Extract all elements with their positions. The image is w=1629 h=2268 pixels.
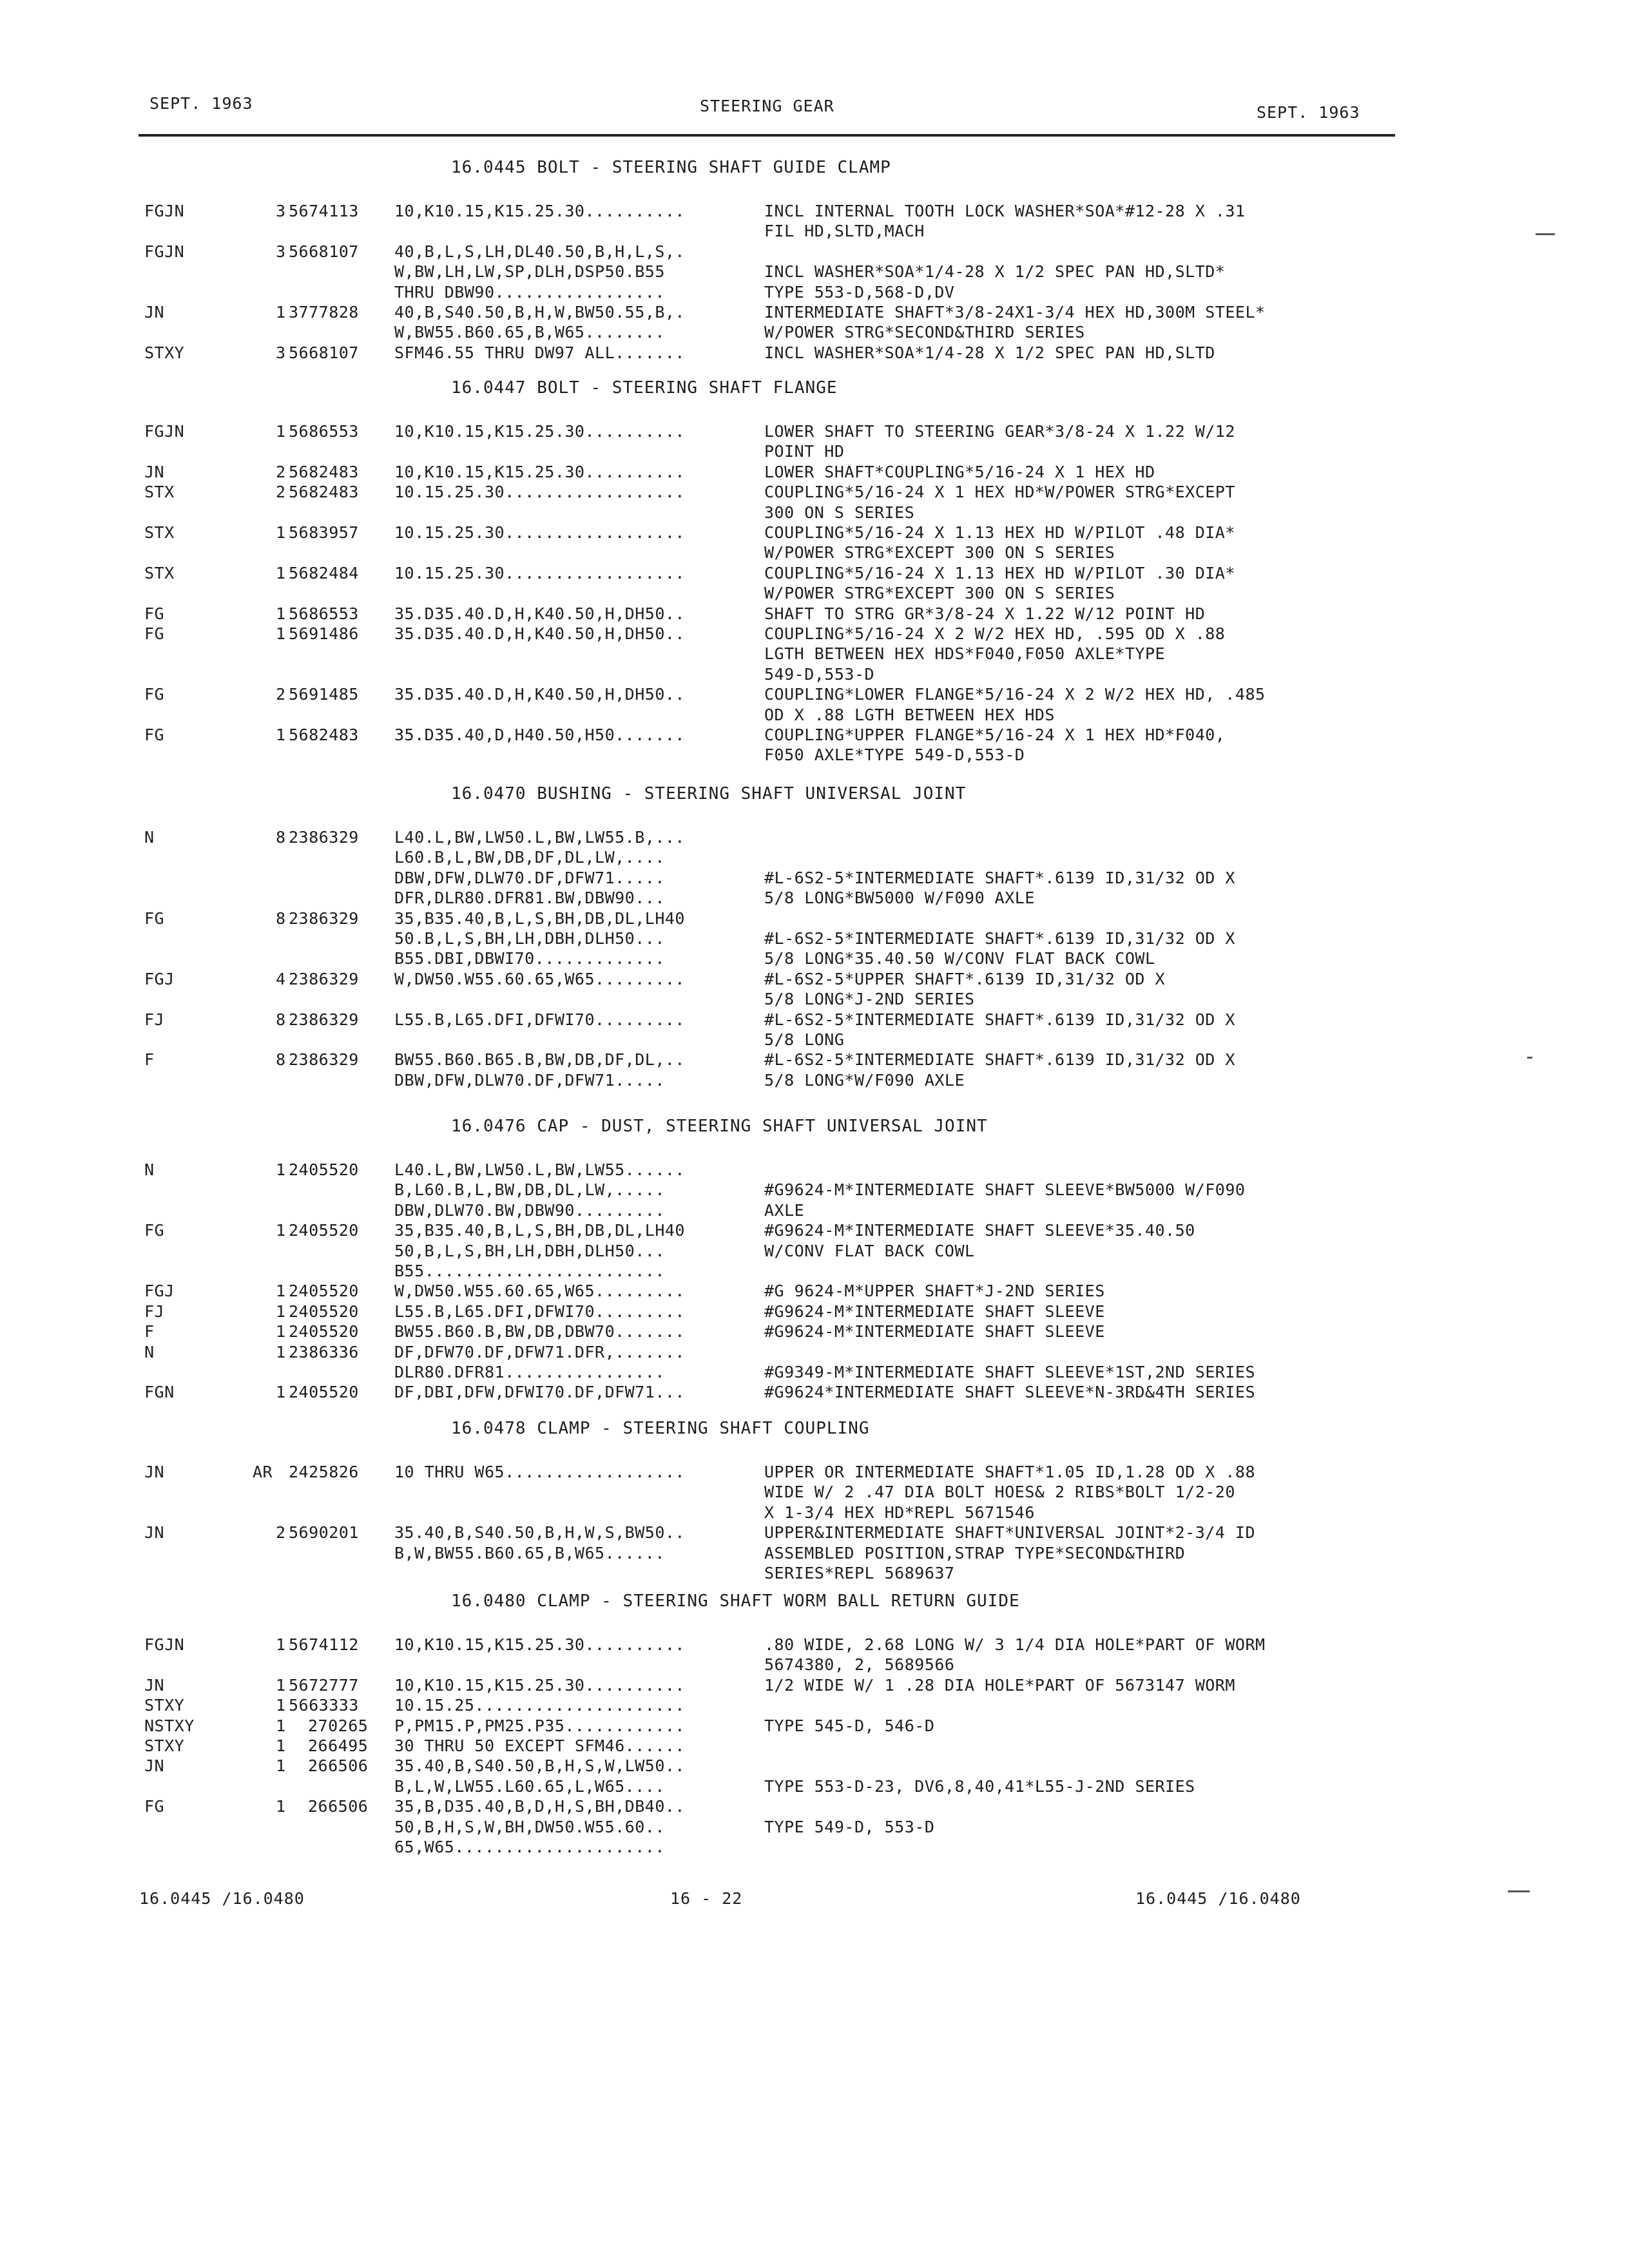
description: W/CONV FLAT BACK COWL — [764, 1241, 975, 1260]
usage: 35.D35.40.D,H,K40.50,H,DH50.. — [394, 685, 685, 704]
model-code: FGJN — [144, 242, 185, 261]
description: INCL WASHER*SOA*1/4-28 X 1/2 SPEC PAN HD,SLTD — [764, 343, 1215, 362]
usage: DFR,DLR80.DFR81.BW,DBW90... — [394, 889, 665, 908]
model-code: FG — [144, 624, 165, 643]
part-number: 2425826 — [289, 1463, 359, 1481]
quantity: 8 — [276, 828, 286, 847]
model-code: FJ — [144, 1010, 165, 1029]
scan-mark — [1536, 233, 1555, 235]
quantity: 1 — [276, 523, 286, 542]
part-number: 5691486 — [289, 624, 359, 643]
header-title: STEERING GEAR — [700, 97, 834, 115]
usage: 40,B,L,S,LH,DL40.50,B,H,L,S,. — [394, 242, 685, 261]
part-number: 2386329 — [289, 969, 359, 988]
model-code: FGJN — [144, 1635, 185, 1654]
part-number: 5691485 — [289, 685, 359, 704]
usage: 10,K10.15,K15.25.30.......... — [394, 462, 685, 481]
usage: DF,DFW70.DF,DFW71.DFR,....... — [394, 1342, 685, 1361]
header-rule — [139, 134, 1395, 137]
part-number: 5682483 — [289, 483, 359, 502]
quantity: 2 — [276, 462, 286, 481]
model-code: STXY — [144, 1696, 185, 1715]
usage: DBW,DLW70.BW,DBW90......... — [394, 1200, 665, 1220]
model-code: FG — [144, 1221, 165, 1240]
description: COUPLING*5/16-24 X 2 W/2 HEX HD, .595 OD X .88 — [764, 624, 1226, 643]
usage: 35.D35.40,D,H40.50,H50....... — [394, 726, 685, 744]
usage: W,DW50.W55.60.65,W65......... — [394, 1282, 685, 1301]
description: #G9624-M*INTERMEDIATE SHAFT SLEEVE — [764, 1302, 1105, 1321]
model-code: FG — [144, 685, 165, 704]
quantity: 1 — [276, 1736, 286, 1755]
description: POINT HD — [764, 442, 845, 461]
description: W/POWER STRG*SECOND&THIRD SERIES — [764, 323, 1085, 342]
usage: L55.B,L65.DFI,DFWI70......... — [394, 1010, 685, 1029]
usage: DLR80.DFR81................ — [394, 1363, 665, 1381]
description: COUPLING*UPPER FLANGE*5/16-24 X 1 HEX HD*F040, — [764, 726, 1226, 744]
part-number: 5668107 — [289, 343, 359, 362]
usage: W,BW55.B60.65,B,W65........ — [394, 323, 665, 342]
quantity: AR — [253, 1463, 273, 1481]
description: W/POWER STRG*EXCEPT 300 ON S SERIES — [764, 543, 1115, 562]
quantity: 1 — [276, 1675, 286, 1695]
part-number: 2405520 — [289, 1383, 359, 1402]
description: #G 9624-M*UPPER SHAFT*J-2ND SERIES — [764, 1282, 1105, 1301]
section-title: 16.0480 CLAMP - STEERING SHAFT WORM BALL RETURN GUIDE — [451, 1591, 1020, 1611]
model-code: N — [144, 1160, 155, 1179]
usage: 40,B,S40.50,B,H,W,BW50.55,B,. — [394, 303, 685, 322]
description: AXLE — [764, 1200, 805, 1220]
quantity: 8 — [276, 1010, 286, 1029]
usage: 10,K10.15,K15.25.30.......... — [394, 1675, 685, 1695]
model-code: F — [144, 1050, 155, 1070]
footer-range-right: 16.0445 /16.0480 — [1135, 1889, 1301, 1908]
usage: 35,B35.40,B,L,S,BH,DB,DL,LH40 — [394, 908, 685, 928]
quantity: 1 — [276, 1797, 286, 1816]
model-code: FG — [144, 1797, 165, 1816]
model-code: JN — [144, 1523, 165, 1542]
quantity: 2 — [276, 685, 286, 704]
usage: L40.L,BW,LW50.L,BW,LW55...... — [394, 1160, 685, 1179]
model-code: STX — [144, 523, 175, 542]
model-code: FGN — [144, 1383, 175, 1402]
description: 5/8 LONG — [764, 1030, 845, 1049]
usage: 10.15.25.30.................. — [394, 483, 685, 502]
description: #G9349-M*INTERMEDIATE SHAFT SLEEVE*1ST,2ND SERIES — [764, 1363, 1256, 1381]
description: SHAFT TO STRG GR*3/8-24 X 1.22 W/12 POINT HD — [764, 604, 1206, 623]
scan-mark — [1527, 1057, 1532, 1059]
description: TYPE 553-D,568-D,DV — [764, 282, 955, 302]
header-date-left: SEPT. 1963 — [149, 94, 253, 113]
usage: 10,K10.15,K15.25.30.......... — [394, 202, 685, 220]
usage: W,BW,LH,LW,SP,DLH,DSP50.B55 — [394, 262, 665, 282]
part-number: 5686553 — [289, 604, 359, 623]
usage: 35.D35.40.D,H,K40.50,H,DH50.. — [394, 604, 685, 623]
usage: SFM46.55 THRU DW97 ALL....... — [394, 343, 685, 362]
part-number: 2386329 — [289, 1010, 359, 1029]
usage: 10,K10.15,K15.25.30.......... — [394, 1635, 685, 1654]
part-number: 5674113 — [289, 202, 359, 220]
section-title: 16.0470 BUSHING - STEERING SHAFT UNIVERSAL JOINT — [451, 784, 967, 803]
quantity: 1 — [276, 1221, 286, 1240]
model-code: STXY — [144, 1736, 185, 1755]
part-number: 2405520 — [289, 1282, 359, 1301]
description: FIL HD,SLTD,MACH — [764, 222, 925, 241]
part-number: 2405520 — [289, 1322, 359, 1341]
model-code: JN — [144, 462, 165, 481]
usage: W,DW50.W55.60.65,W65......... — [394, 969, 685, 988]
quantity: 8 — [276, 1050, 286, 1070]
usage: L40.L,BW,LW50.L,BW,LW55.B,... — [394, 828, 685, 847]
model-code: F — [144, 1322, 155, 1341]
description: 5/8 LONG*35.40.50 W/CONV FLAT BACK COWL — [764, 949, 1155, 968]
description: #G9624-M*INTERMEDIATE SHAFT SLEEVE*35.40.50 — [764, 1221, 1195, 1240]
part-number: 5683957 — [289, 523, 359, 542]
quantity: 1 — [276, 1342, 286, 1361]
description: #G9624-M*INTERMEDIATE SHAFT SLEEVE*BW5000 W/F090 — [764, 1180, 1246, 1200]
part-number: 5663333 — [289, 1696, 359, 1715]
model-code: FGJN — [144, 202, 185, 220]
usage: 50.B,L,S,BH,LH,DBH,DLH50... — [394, 929, 665, 948]
description: .80 WIDE, 2.68 LONG W/ 3 1/4 DIA HOLE*PART OF WORM — [764, 1635, 1266, 1654]
model-code: FJ — [144, 1302, 165, 1321]
description: OD X .88 LGTH BETWEEN HEX HDS — [764, 705, 1055, 724]
model-code: N — [144, 828, 155, 847]
description: X 1-3/4 HEX HD*REPL 5671546 — [764, 1503, 1035, 1522]
quantity: 1 — [276, 1716, 286, 1735]
usage: B,L60.B,L,BW,DB,DL,LW,..... — [394, 1180, 665, 1200]
quantity: 1 — [276, 563, 286, 582]
quantity: 1 — [276, 1282, 286, 1301]
description: W/POWER STRG*EXCEPT 300 ON S SERIES — [764, 584, 1115, 603]
description: COUPLING*5/16-24 X 1 HEX HD*W/POWER STRG*EXCEPT — [764, 483, 1235, 502]
part-number: 2405520 — [289, 1221, 359, 1240]
part-number: 5682484 — [289, 563, 359, 582]
description: #L-6S2-5*INTERMEDIATE SHAFT*.6139 ID,31/32 OD X — [764, 1010, 1235, 1029]
model-code: FG — [144, 604, 165, 623]
description: #L-6S2-5*INTERMEDIATE SHAFT*.6139 ID,31/32 OD X — [764, 1050, 1235, 1070]
model-code: N — [144, 1342, 155, 1361]
model-code: FG — [144, 726, 165, 744]
header-date-right: SEPT. 1963 — [1257, 103, 1360, 122]
quantity: 1 — [276, 422, 286, 441]
description: INTERMEDIATE SHAFT*3/8-24X1-3/4 HEX HD,300M STEEL* — [764, 303, 1266, 322]
description: #L-6S2-5*UPPER SHAFT*.6139 ID,31/32 OD X — [764, 969, 1166, 988]
usage: BW55.B60.B,BW,DB,DBW70....... — [394, 1322, 685, 1341]
description: COUPLING*5/16-24 X 1.13 HEX HD W/PILOT .48 DIA* — [764, 523, 1235, 542]
part-number: 2405520 — [289, 1302, 359, 1321]
part-number: 270265 — [308, 1716, 369, 1735]
part-number: 266506 — [308, 1797, 369, 1816]
footer-range-left: 16.0445 /16.0480 — [139, 1889, 305, 1908]
quantity: 3 — [276, 343, 286, 362]
model-code: JN — [144, 1675, 165, 1695]
usage: 50,B,L,S,BH,LH,DBH,DLH50... — [394, 1241, 665, 1260]
part-number: 2386329 — [289, 828, 359, 847]
model-code: FGJ — [144, 969, 175, 988]
description: UPPER&INTERMEDIATE SHAFT*UNIVERSAL JOINT*2-3/4 ID — [764, 1523, 1256, 1542]
usage: B,W,BW55.B60.65,B,W65...... — [394, 1543, 665, 1562]
part-number: 3777828 — [289, 303, 359, 322]
model-code: STX — [144, 563, 175, 582]
usage: B55........................ — [394, 1262, 665, 1280]
usage: 10 THRU W65.................. — [394, 1463, 685, 1481]
usage: DBW,DFW,DLW70.DF,DFW71..... — [394, 1070, 665, 1090]
section-title: 16.0476 CAP - DUST, STEERING SHAFT UNIVERSAL JOINT — [451, 1117, 988, 1136]
usage: B,L,W,LW55.L60.65,L,W65.... — [394, 1776, 665, 1796]
part-number: 5672777 — [289, 1675, 359, 1695]
section-title: 16.0445 BOLT - STEERING SHAFT GUIDE CLAMP — [451, 158, 891, 177]
usage: 10.15.25.30.................. — [394, 563, 685, 582]
description: SERIES*REPL 5689637 — [764, 1564, 955, 1582]
description: 549-D,553-D — [764, 664, 875, 684]
description: UPPER OR INTERMEDIATE SHAFT*1.05 ID,1.28 OD X .88 — [764, 1463, 1256, 1481]
quantity: 1 — [276, 1635, 286, 1654]
part-number: 5668107 — [289, 242, 359, 261]
usage: 35,B35.40,B,L,S,BH,DB,DL,LH40 — [394, 1221, 685, 1240]
usage: B55.DBI,DBWI70............. — [394, 949, 665, 968]
usage: 10.15.25.30.................. — [394, 523, 685, 542]
description: #G9624*INTERMEDIATE SHAFT SLEEVE*N-3RD&4TH SERIES — [764, 1383, 1256, 1402]
usage: 65,W65..................... — [394, 1838, 665, 1856]
model-code: JN — [144, 1463, 165, 1481]
model-code: NSTXY — [144, 1716, 195, 1735]
quantity: 1 — [276, 1302, 286, 1321]
usage: 35.D35.40.D,H,K40.50,H,DH50.. — [394, 624, 685, 643]
section-title: 16.0447 BOLT - STEERING SHAFT FLANGE — [451, 378, 838, 398]
quantity: 2 — [276, 1523, 286, 1542]
part-number: 5686553 — [289, 422, 359, 441]
model-code: JN — [144, 1756, 165, 1776]
model-code: STXY — [144, 343, 185, 362]
quantity: 1 — [276, 624, 286, 643]
quantity: 1 — [276, 1383, 286, 1402]
description: INCL INTERNAL TOOTH LOCK WASHER*SOA*#12-28 X .31 — [764, 202, 1246, 220]
part-number: 5674112 — [289, 1635, 359, 1654]
footer-page-number: 16 - 22 — [670, 1889, 743, 1908]
quantity: 3 — [276, 202, 286, 220]
description: F050 AXLE*TYPE 549-D,553-D — [764, 745, 1025, 765]
usage: 35.40,B,S40.50,B,H,S,W,LW50.. — [394, 1756, 685, 1776]
description: 5/8 LONG*W/F090 AXLE — [764, 1070, 965, 1090]
description: 1/2 WIDE W/ 1 .28 DIA HOLE*PART OF 5673147 WORM — [764, 1675, 1235, 1695]
quantity: 1 — [276, 604, 286, 623]
section-title: 16.0478 CLAMP - STEERING SHAFT COUPLING — [451, 1419, 870, 1438]
usage: L60.B,L,BW,DB,DF,DL,LW,.... — [394, 848, 665, 867]
description: 5674380, 2, 5689566 — [764, 1655, 955, 1675]
part-number: 266506 — [308, 1756, 369, 1776]
part-number: 2386336 — [289, 1342, 359, 1361]
model-code: FG — [144, 908, 165, 928]
description: TYPE 545-D, 546-D — [764, 1716, 935, 1735]
quantity: 1 — [276, 1756, 286, 1776]
description: TYPE 553-D-23, DV6,8,40,41*L55-J-2ND SERIES — [764, 1776, 1195, 1796]
usage: THRU DBW90................. — [394, 282, 665, 302]
model-code: FGJN — [144, 422, 185, 441]
part-number: 2405520 — [289, 1160, 359, 1179]
usage: 10,K10.15,K15.25.30.......... — [394, 422, 685, 441]
description: LGTH BETWEEN HEX HDS*F040,F050 AXLE*TYPE — [764, 644, 1166, 664]
quantity: 8 — [276, 908, 286, 928]
description: #L-6S2-5*INTERMEDIATE SHAFT*.6139 ID,31/32 OD X — [764, 868, 1235, 887]
quantity: 2 — [276, 483, 286, 502]
part-number: 2386329 — [289, 908, 359, 928]
model-code: FGJ — [144, 1282, 175, 1301]
usage: 50,B,H,S,W,BH,DW50.W55.60.. — [394, 1817, 665, 1836]
part-number: 5682483 — [289, 726, 359, 744]
quantity: 1 — [276, 1696, 286, 1715]
description: 5/8 LONG*BW5000 W/F090 AXLE — [764, 889, 1035, 908]
description: #G9624-M*INTERMEDIATE SHAFT SLEEVE — [764, 1322, 1105, 1341]
quantity: 1 — [276, 726, 286, 744]
scan-mark — [1508, 1890, 1530, 1892]
part-number: 5690201 — [289, 1523, 359, 1542]
description: 300 ON S SERIES — [764, 503, 915, 522]
description: #L-6S2-5*INTERMEDIATE SHAFT*.6139 ID,31/32 OD X — [764, 929, 1235, 948]
usage: DF,DBI,DFW,DFWI70.DF,DFW71... — [394, 1383, 685, 1402]
usage: DBW,DFW,DLW70.DF,DFW71..... — [394, 868, 665, 887]
description: ASSEMBLED POSITION,STRAP TYPE*SECOND&THIRD — [764, 1543, 1186, 1562]
quantity: 1 — [276, 303, 286, 322]
model-code: STX — [144, 483, 175, 502]
usage: BW55.B60.B65.B,BW,DB,DF,DL,.. — [394, 1050, 685, 1070]
description: COUPLING*5/16-24 X 1.13 HEX HD W/PILOT .30 DIA* — [764, 563, 1235, 582]
model-code: JN — [144, 303, 165, 322]
description: 5/8 LONG*J-2ND SERIES — [764, 990, 975, 1009]
usage: L55.B,L65.DFI,DFWI70......... — [394, 1302, 685, 1321]
quantity: 3 — [276, 242, 286, 261]
description: LOWER SHAFT*COUPLING*5/16-24 X 1 HEX HD — [764, 462, 1155, 481]
usage: 35,B,D35.40,B,D,H,S,BH,DB40.. — [394, 1797, 685, 1816]
part-number: 266495 — [308, 1736, 369, 1755]
usage: 10.15.25..................... — [394, 1696, 685, 1715]
usage: 35.40,B,S40.50,B,H,W,S,BW50.. — [394, 1523, 685, 1542]
description: WIDE W/ 2 .47 DIA BOLT HOES& 2 RIBS*BOLT 1/2-20 — [764, 1483, 1235, 1502]
part-number: 5682483 — [289, 462, 359, 481]
description: LOWER SHAFT TO STEERING GEAR*3/8-24 X 1.22 W/12 — [764, 422, 1235, 441]
usage: 30 THRU 50 EXCEPT SFM46...... — [394, 1736, 685, 1755]
part-number: 2386329 — [289, 1050, 359, 1070]
usage: P,PM15.P,PM25.P35............ — [394, 1716, 685, 1735]
description: TYPE 549-D, 553-D — [764, 1817, 935, 1836]
quantity: 4 — [276, 969, 286, 988]
description: INCL WASHER*SOA*1/4-28 X 1/2 SPEC PAN HD,SLTD* — [764, 262, 1226, 282]
quantity: 1 — [276, 1160, 286, 1179]
quantity: 1 — [276, 1322, 286, 1341]
description: COUPLING*LOWER FLANGE*5/16-24 X 2 W/2 HEX HD, .485 — [764, 685, 1266, 704]
